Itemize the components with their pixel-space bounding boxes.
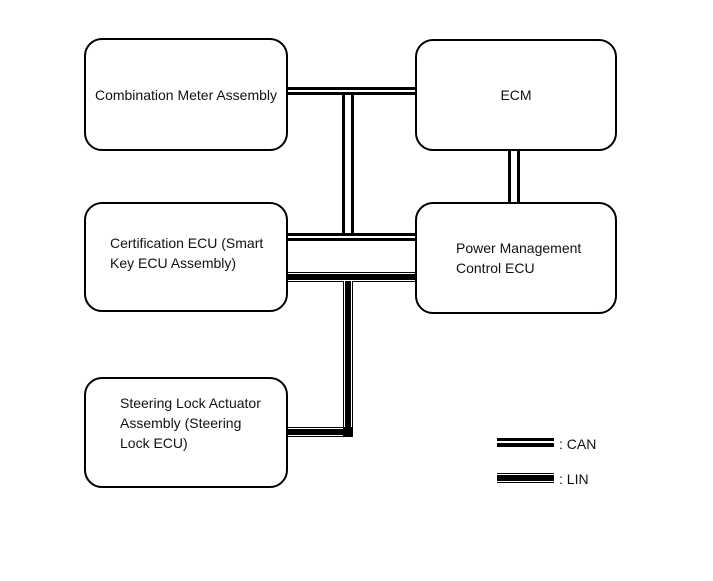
can-line-combination-meter-to-ecm xyxy=(286,87,417,95)
node-certification-ecu xyxy=(84,202,288,312)
node-steering-lock-actuator xyxy=(84,377,288,488)
can-line-ecm-to-power-management xyxy=(508,149,520,203)
node-ecm-label: ECM xyxy=(500,87,532,103)
can-line-certification-ecu-to-power-management xyxy=(286,233,417,241)
lin-legend-label: : LIN xyxy=(559,471,589,487)
lin-legend-symbol xyxy=(497,473,554,483)
lin-line-corner xyxy=(343,427,353,437)
node-power-management-control-ecu xyxy=(415,202,617,314)
node-power-management-label-line1: Power Management xyxy=(456,240,582,256)
can-legend-label: : CAN xyxy=(559,436,597,452)
lin-line-vertical-to-steering-lock xyxy=(343,281,353,437)
node-steering-lock-label-line2: Assembly (Steering xyxy=(120,415,242,431)
can-legend-symbol xyxy=(497,438,554,447)
node-power-management-label-line2: Control ECU xyxy=(456,260,535,276)
node-combination-meter-label: Combination Meter Assembly xyxy=(94,86,278,103)
node-certification-ecu-label-line2: Key ECU Assembly) xyxy=(110,255,237,271)
node-steering-lock-label-line1: Steering Lock Actuator xyxy=(120,395,261,411)
node-combination-meter-assembly xyxy=(84,38,288,151)
can-line-vertical-trunk xyxy=(342,95,354,233)
node-steering-lock-label-line3: Lock ECU) xyxy=(120,435,188,451)
node-certification-ecu-label-line1: Certification ECU (Smart xyxy=(110,235,264,251)
node-ecm xyxy=(415,39,617,151)
